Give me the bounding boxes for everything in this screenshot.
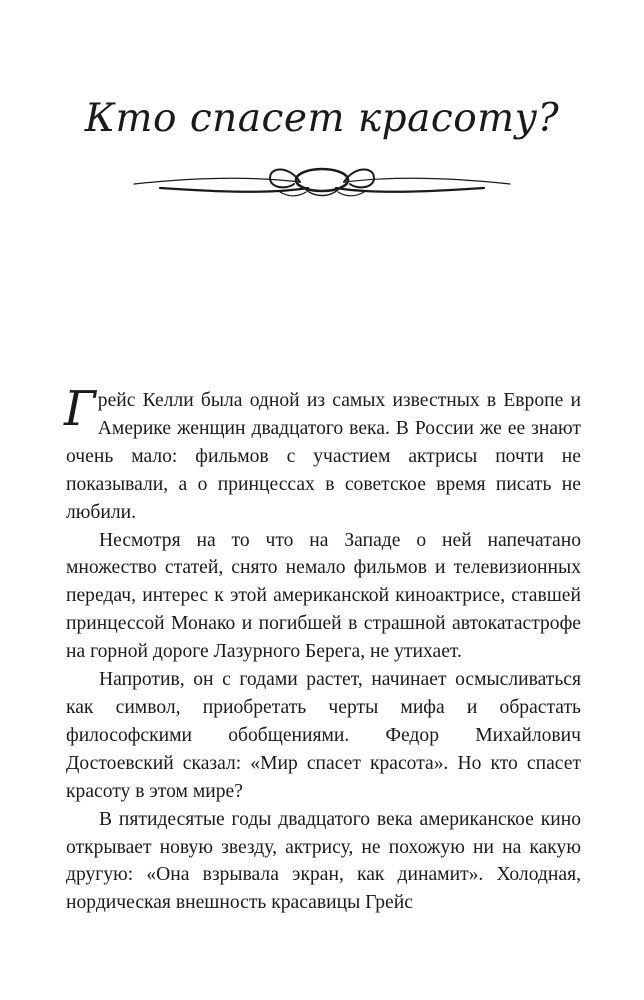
paragraph-2: Несмотря на то что на Западе о ней напечатано множество статей, снято немало фильмов и телевизионных передач, интерес к этой американской киноактрисе, ставшей принцессой Монако и погибшей в страшной автокатастрофе на горной дороге Лазурного Берега, не утихает. bbox=[66, 529, 581, 663]
paragraph-1: Грейс Келли была одной из самых известных в Европе и Америке женщин двадцатого века. В России же ее знают очень мало: фильмов с участием актрисы почти не показывали, а о принцессах в советское время писать не любили. bbox=[64, 381, 581, 523]
chapter-title: Кто спасет красоту? bbox=[84, 96, 560, 141]
chapter-body bbox=[64, 381, 581, 917]
decorative-flourish-icon bbox=[130, 158, 514, 202]
drop-cap: Г bbox=[64, 381, 96, 437]
paragraph-4: В пятидесятые годы двадцатого века американское кино открывает новую звезду, актрису, не похожую ни на какую другую: «Она взрывала экран, как динамит». Холодная, нордическая внешность красавицы Грейс bbox=[66, 808, 581, 914]
paragraph-3: Напротив, он с годами растет, начинает осмысливаться как символ, приобретать черты мифа и обрастать философскими обобщениями. Федор Михайлович Достоевский сказал: «Мир спасет красота». Но кто спасет красоту в этом мире? bbox=[66, 669, 581, 802]
